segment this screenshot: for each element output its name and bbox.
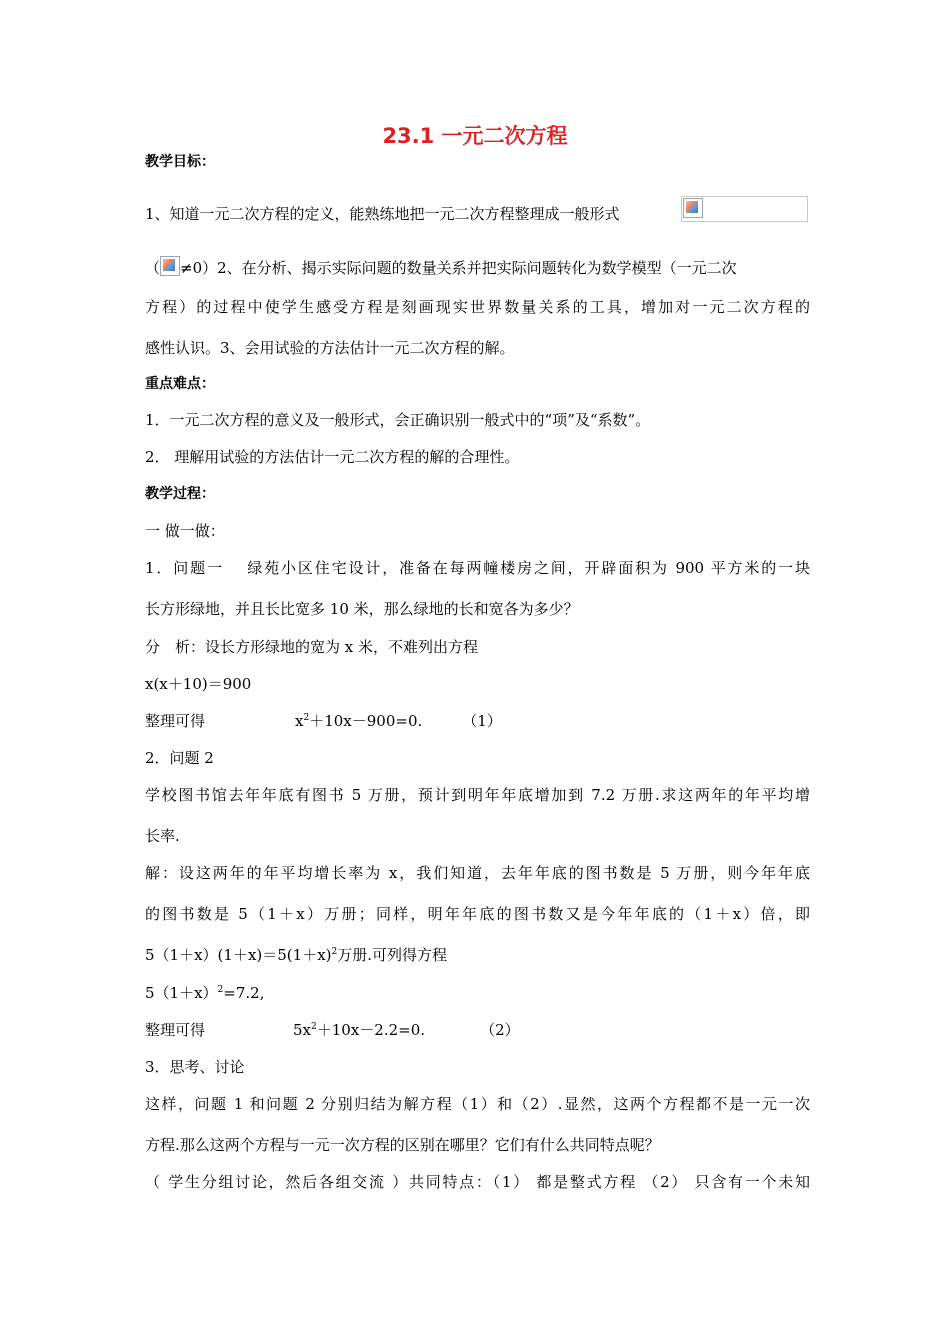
broken-image-icon bbox=[683, 198, 703, 218]
objectives-line-2-open: （ bbox=[145, 259, 161, 277]
solution-line-2: 的图书数是 5（1＋x）万册；同样，明年年底的图书数又是今年年底的（1＋x）倍，即 bbox=[145, 905, 810, 923]
objectives-line-2 bbox=[145, 256, 810, 278]
process-heading: 教学过程： bbox=[145, 486, 215, 502]
equation-expanded: x(x＋10)＝900 bbox=[145, 675, 252, 693]
problem-2-line-2: 长率. bbox=[145, 827, 180, 845]
equation-1-line bbox=[145, 711, 810, 731]
solution-line-4-a: 5（1＋x） bbox=[145, 984, 218, 1002]
equation-2-label: 整理可得 bbox=[145, 1021, 206, 1039]
solution-line-3-a: 5（1＋x）(1＋x)＝5(1＋x) bbox=[145, 946, 332, 964]
page-title: 23.1 一元二次方程 bbox=[382, 124, 568, 148]
discussion-line-1: 这样，问题 1 和问题 2 分别归结为解方程（1）和（2）.显然，这两个方程都不是一元一次 bbox=[145, 1095, 810, 1113]
objectives-line-1: 1、知道一元二次方程的定义，能熟练地把一元二次方程整理成一般形式 bbox=[145, 205, 620, 223]
problem-1-line-2: 长方形绿地，并且长比宽多 10 米，那么绿地的长和宽各为多少？ bbox=[145, 600, 579, 618]
equation-1-exponent: 2 bbox=[303, 713, 310, 723]
objectives-line-3: 方程）的过程中使学生感受方程是刻画现实世界数量关系的工具，增加对一元二次方程的 bbox=[145, 298, 810, 316]
discussion-line-2: 方程.那么这两个方程与一元一次方程的区别在哪里？它们有什么共同特点呢？ bbox=[145, 1136, 660, 1154]
solution-line-1: 解：设这两年的年平均增长率为 x，我们知道，去年年底的图书数是 5 万册，则今年年底 bbox=[145, 864, 810, 882]
equation-1-rest: ＋10x－900=0. bbox=[309, 712, 423, 730]
problem-1-line-1: 1．问题一 绿苑小区住宅设计，准备在每两幢楼房之间，开辟面积为 900 平方米的一块 bbox=[145, 559, 810, 577]
equation-2-exponent: 2 bbox=[311, 1022, 317, 1032]
discussion-line-3: （ 学生分组讨论，然后各组交流 ）共同特点：（1） 都是整式方程 （2） 只含有一个未知 bbox=[145, 1173, 810, 1191]
keypoints-item-2: 2． 理解用试验的方法估计一元二次方程的解的合理性。 bbox=[145, 448, 520, 466]
solution-line-4-b: =7.2, bbox=[223, 984, 265, 1002]
equation-2-number: （2） bbox=[480, 1021, 520, 1039]
objectives-line-4: 感性认识。3、会用试验的方法估计一元二次方程的解。 bbox=[145, 339, 515, 357]
equation-1-label: 整理可得 bbox=[145, 712, 206, 730]
equation-2-rest: ＋10x－2.2=0. bbox=[316, 1021, 426, 1039]
objectives-heading: 教学目标： bbox=[145, 154, 215, 170]
solution-line-3-b: 万册.可列得方程 bbox=[337, 946, 448, 964]
problem-2-title: 2．问题 2 bbox=[145, 749, 214, 767]
solution-line-3-exponent: 2 bbox=[331, 947, 338, 957]
analysis-line: 分 析：设长方形绿地的宽为 x 米，不难列出方程 bbox=[145, 638, 478, 656]
keypoints-item-1: 1．一元二次方程的意义及一般形式，会正确识别一般式中的“项”及“系数”。 bbox=[145, 411, 651, 429]
solution-line-4 bbox=[145, 983, 810, 1003]
equation-2-5x: 5x bbox=[293, 1021, 312, 1039]
equation-1-number: （1） bbox=[462, 712, 502, 730]
solution-line-4-exponent: 2 bbox=[217, 985, 224, 995]
equation-2-line bbox=[145, 1020, 810, 1040]
solution-line-3 bbox=[145, 945, 810, 965]
broken-image-icon bbox=[160, 256, 180, 276]
process-sub-heading: 一 做一做： bbox=[145, 522, 225, 540]
keypoints-heading: 重点难点： bbox=[145, 376, 215, 392]
objectives-line-2-text: ≠0）2、在分析、揭示实际问题的数量关系并把实际问题转化为数学模型（一元二次 bbox=[180, 259, 737, 277]
formula-image-box bbox=[681, 196, 808, 222]
problem-3-title: 3．思考、讨论 bbox=[145, 1058, 245, 1076]
problem-2-line-1: 学校图书馆去年年底有图书 5 万册，预计到明年年底增加到 7.2 万册.求这两年的年平均增 bbox=[145, 786, 810, 804]
equation-1-x: x bbox=[295, 712, 304, 730]
